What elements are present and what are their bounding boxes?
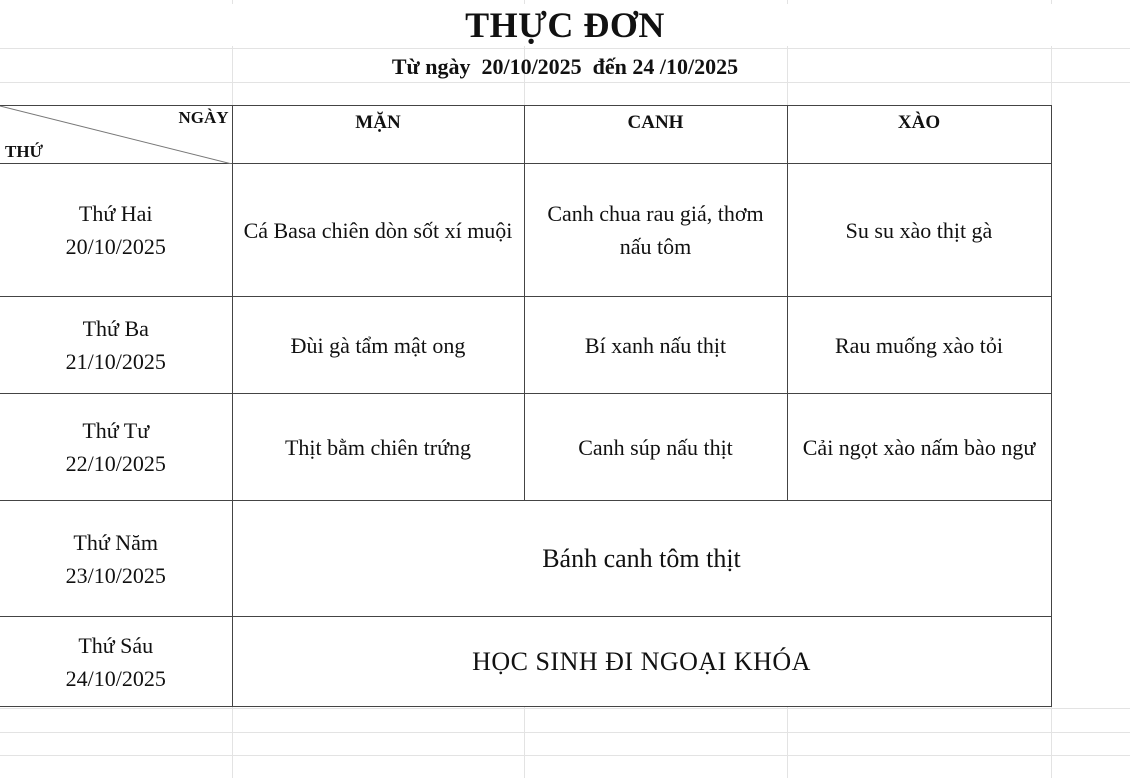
dish-canh: Canh súp nấu thịt (524, 394, 787, 501)
date-range-subtitle: Từ ngày 20/10/2025 đến 24 /10/2025 (391, 54, 739, 79)
table-row (0, 394, 1051, 501)
dish-man: Thịt bằm chiên trứng (232, 394, 524, 501)
header-row (0, 106, 1051, 164)
dish-xao: Su su xào thịt gà (787, 164, 1051, 297)
day-cell (0, 394, 232, 501)
table-row (0, 617, 1051, 707)
day-cell (0, 501, 232, 617)
corner-label-ngay: NGÀY (178, 108, 229, 127)
day-date: 20/10/2025 (65, 234, 166, 259)
dish-xao: Rau muống xào tỏi (787, 297, 1051, 394)
day-date: 24/10/2025 (65, 665, 166, 691)
column-header-man: MẶN (232, 106, 524, 164)
day-name: Thứ Ba (82, 316, 149, 341)
table-row (0, 297, 1051, 394)
grid-line (0, 755, 1130, 756)
day-name: Thứ Tư (82, 418, 150, 443)
dish-xao: Cải ngọt xào nấm bào ngư (787, 394, 1051, 501)
table-row (0, 164, 1051, 297)
day-cell (0, 617, 232, 707)
dish-canh: Canh chua rau giá, thơm nấu tôm (524, 164, 787, 297)
grid-line (0, 48, 1130, 49)
corner-header-cell (0, 106, 232, 164)
merged-menu-cell: HỌC SINH ĐI NGOẠI KHÓA (232, 617, 1051, 707)
day-cell (0, 164, 232, 297)
table-row (0, 501, 1051, 617)
day-date: 21/10/2025 (65, 349, 166, 374)
day-name: Thứ Sáu (78, 632, 154, 658)
day-name: Thứ Hai (78, 201, 153, 226)
day-date: 23/10/2025 (65, 562, 166, 588)
grid-line (0, 732, 1130, 733)
corner-label-thu: THỨ (5, 142, 44, 161)
day-date: 22/10/2025 (65, 451, 166, 476)
dish-man: Đùi gà tẩm mật ong (232, 297, 524, 394)
grid-line (0, 708, 1130, 709)
menu-table (0, 105, 1052, 707)
page-title: THỰC ĐƠN (0, 4, 1130, 46)
column-header-xao: XÀO (787, 106, 1051, 164)
day-name: Thứ Năm (73, 529, 159, 555)
day-cell (0, 297, 232, 394)
column-header-canh: CANH (524, 106, 787, 164)
merged-menu-cell: Bánh canh tôm thịt (232, 501, 1051, 617)
dish-canh: Bí xanh nấu thịt (524, 297, 787, 394)
dish-man: Cá Basa chiên dòn sốt xí muội (232, 164, 524, 297)
grid-line (0, 82, 1130, 83)
